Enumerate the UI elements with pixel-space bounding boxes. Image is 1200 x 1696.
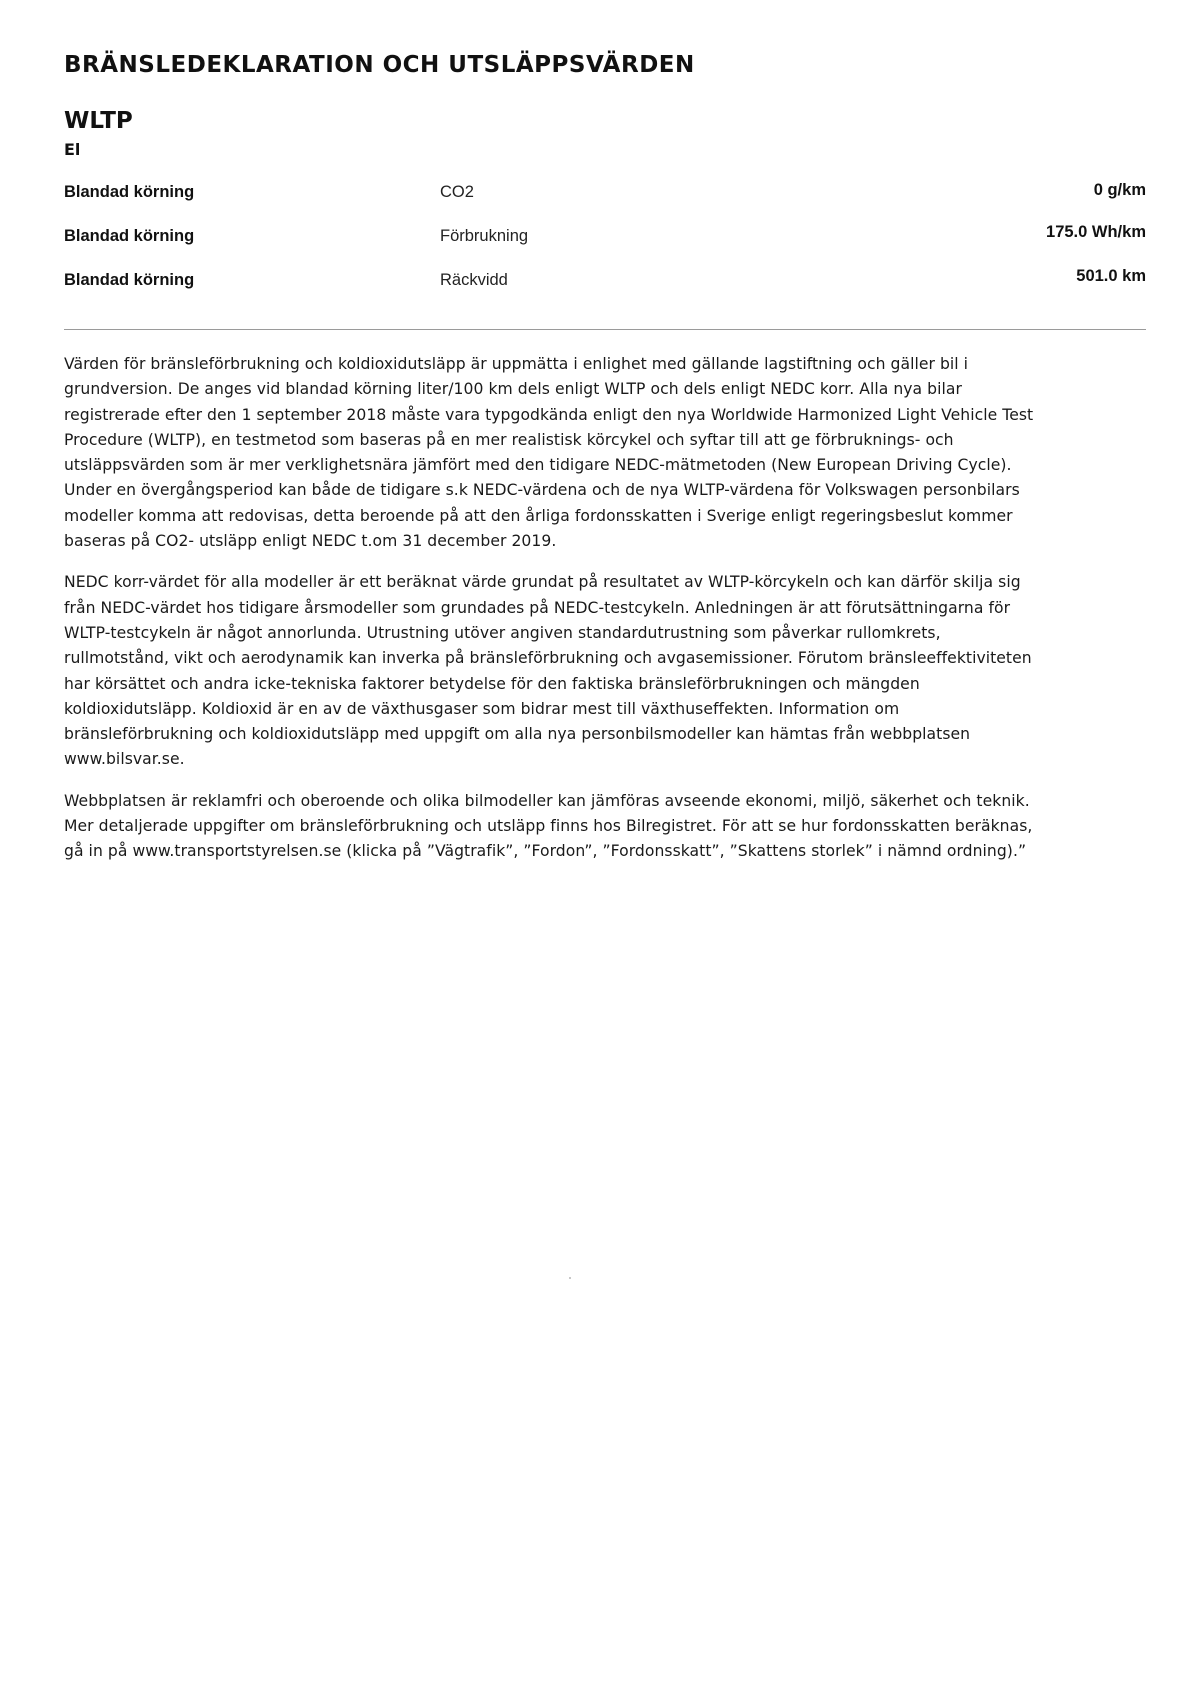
text-line: modeller komma att redovisas, detta beroende på att den årliga fordonsskatten i Sverige enligt regeringsbeslut kommer xyxy=(64,506,1013,525)
document-page xyxy=(64,52,1146,881)
text-line: utsläppsvärden som är mer verklighetsnära jämfört med den tidigare NEDC-mätmetoden (New European Driving Cycle). xyxy=(64,456,1012,475)
text-line: baseras på CO2- utsläpp enligt NEDC t.om 31 december 2019. xyxy=(64,532,557,551)
section-divider xyxy=(64,329,1146,330)
value-row-co2 xyxy=(64,183,1146,227)
subsection-title-el: El xyxy=(64,140,81,159)
text-line: Mer detaljerade uppgifter om bränsleförbrukning och utsläpp finns hos Bilregistret. För att se hur fordonsskatten beräknas, xyxy=(64,817,1033,836)
text-line: rullmotstånd, vikt och aerodynamik kan inverka på bränsleförbrukning och avgasemissioner. Förutom bränsleeffektiviteten xyxy=(64,649,1032,668)
driving-mode-label: Blandad körning xyxy=(64,227,195,245)
paragraph-nedc-info xyxy=(64,570,1146,772)
metric-value: 501.0 km xyxy=(1076,267,1146,285)
text-line: gå in på www.transportstyrelsen.se (klicka på ”Vägtrafik”, ”Fordon”, ”Fordonsskatt”, ”Skattens storlek” i nämnd ordning).” xyxy=(64,842,1027,861)
text-line: www.bilsvar.se. xyxy=(64,750,185,769)
text-line: koldioxidutsläpp. Koldioxid är en av de växthusgaser som bidrar mest till växthuseffekten. Information om xyxy=(64,699,900,718)
text-line: WLTP-testcykeln är något annorlunda. Utrustning utöver angiven standardutrustning som påverkar rullomkrets, xyxy=(64,623,941,642)
disclaimer-text xyxy=(64,352,1146,865)
scan-artifact xyxy=(569,1277,571,1279)
driving-mode-label: Blandad körning xyxy=(64,271,195,289)
text-line: Procedure (WLTP), en testmetod som baseras på en mer realistisk körcykel och syftar till att ge förbruknings- och xyxy=(64,430,954,449)
text-line: från NEDC-värdet hos tidigare årsmodeller som grundades på NEDC-testcykeln. Anledningen är att förutsättningarna för xyxy=(64,598,1011,617)
metric-label: Förbrukning xyxy=(440,227,529,245)
metric-label: CO2 xyxy=(440,183,474,201)
emission-values-table xyxy=(64,183,1146,315)
document-title: BRÄNSLEDEKLARATION OCH UTSLÄPPSVÄRDEN xyxy=(64,52,695,78)
text-line: Webbplatsen är reklamfri och oberoende och olika bilmodeller kan jämföras avseende ekonomi, miljö, säkerhet och teknik. xyxy=(64,791,1030,810)
text-line: grundversion. De anges vid blandad körning liter/100 km dels enligt WLTP och dels enligt NEDC korr. Alla nya bilar xyxy=(64,380,962,399)
text-line: har körsättet och andra icke-tekniska faktorer betydelse för den faktiska bränsleförbrukningen och mängden xyxy=(64,674,920,693)
paragraph-website-info xyxy=(64,789,1146,865)
paragraph-wltp-info xyxy=(64,352,1146,554)
metric-value: 0 g/km xyxy=(1093,181,1146,199)
text-line: NEDC korr-värdet för alla modeller är ett beräknat värde grundat på resultatet av WLTP-körcykeln och kan därför skilja sig xyxy=(64,573,1021,592)
section-title-wltp: WLTP xyxy=(64,108,133,134)
text-line: Under en övergångsperiod kan både de tidigare s.k NEDC-värdena och de nya WLTP-värdena för Volkswagen personbilars xyxy=(64,481,1020,500)
text-line: Värden för bränsleförbrukning och koldioxidutsläpp är uppmätta i enlighet med gällande lagstiftning och gäller bil i xyxy=(64,355,969,373)
text-line: registrerade efter den 1 september 2018 måste vara typgodkända enligt den nya Worldwide Harmonized Light Vehicle Test xyxy=(64,405,1034,424)
driving-mode-label: Blandad körning xyxy=(64,183,195,201)
metric-value: 175.0 Wh/km xyxy=(1046,223,1146,241)
value-row-range xyxy=(64,267,1146,315)
text-line: bränsleförbrukning och koldioxidutsläpp med uppgift om alla nya personbilsmodeller kan hämtas från webbplatsen xyxy=(64,725,971,744)
value-row-consumption xyxy=(64,223,1146,271)
metric-label: Räckvidd xyxy=(440,271,508,289)
